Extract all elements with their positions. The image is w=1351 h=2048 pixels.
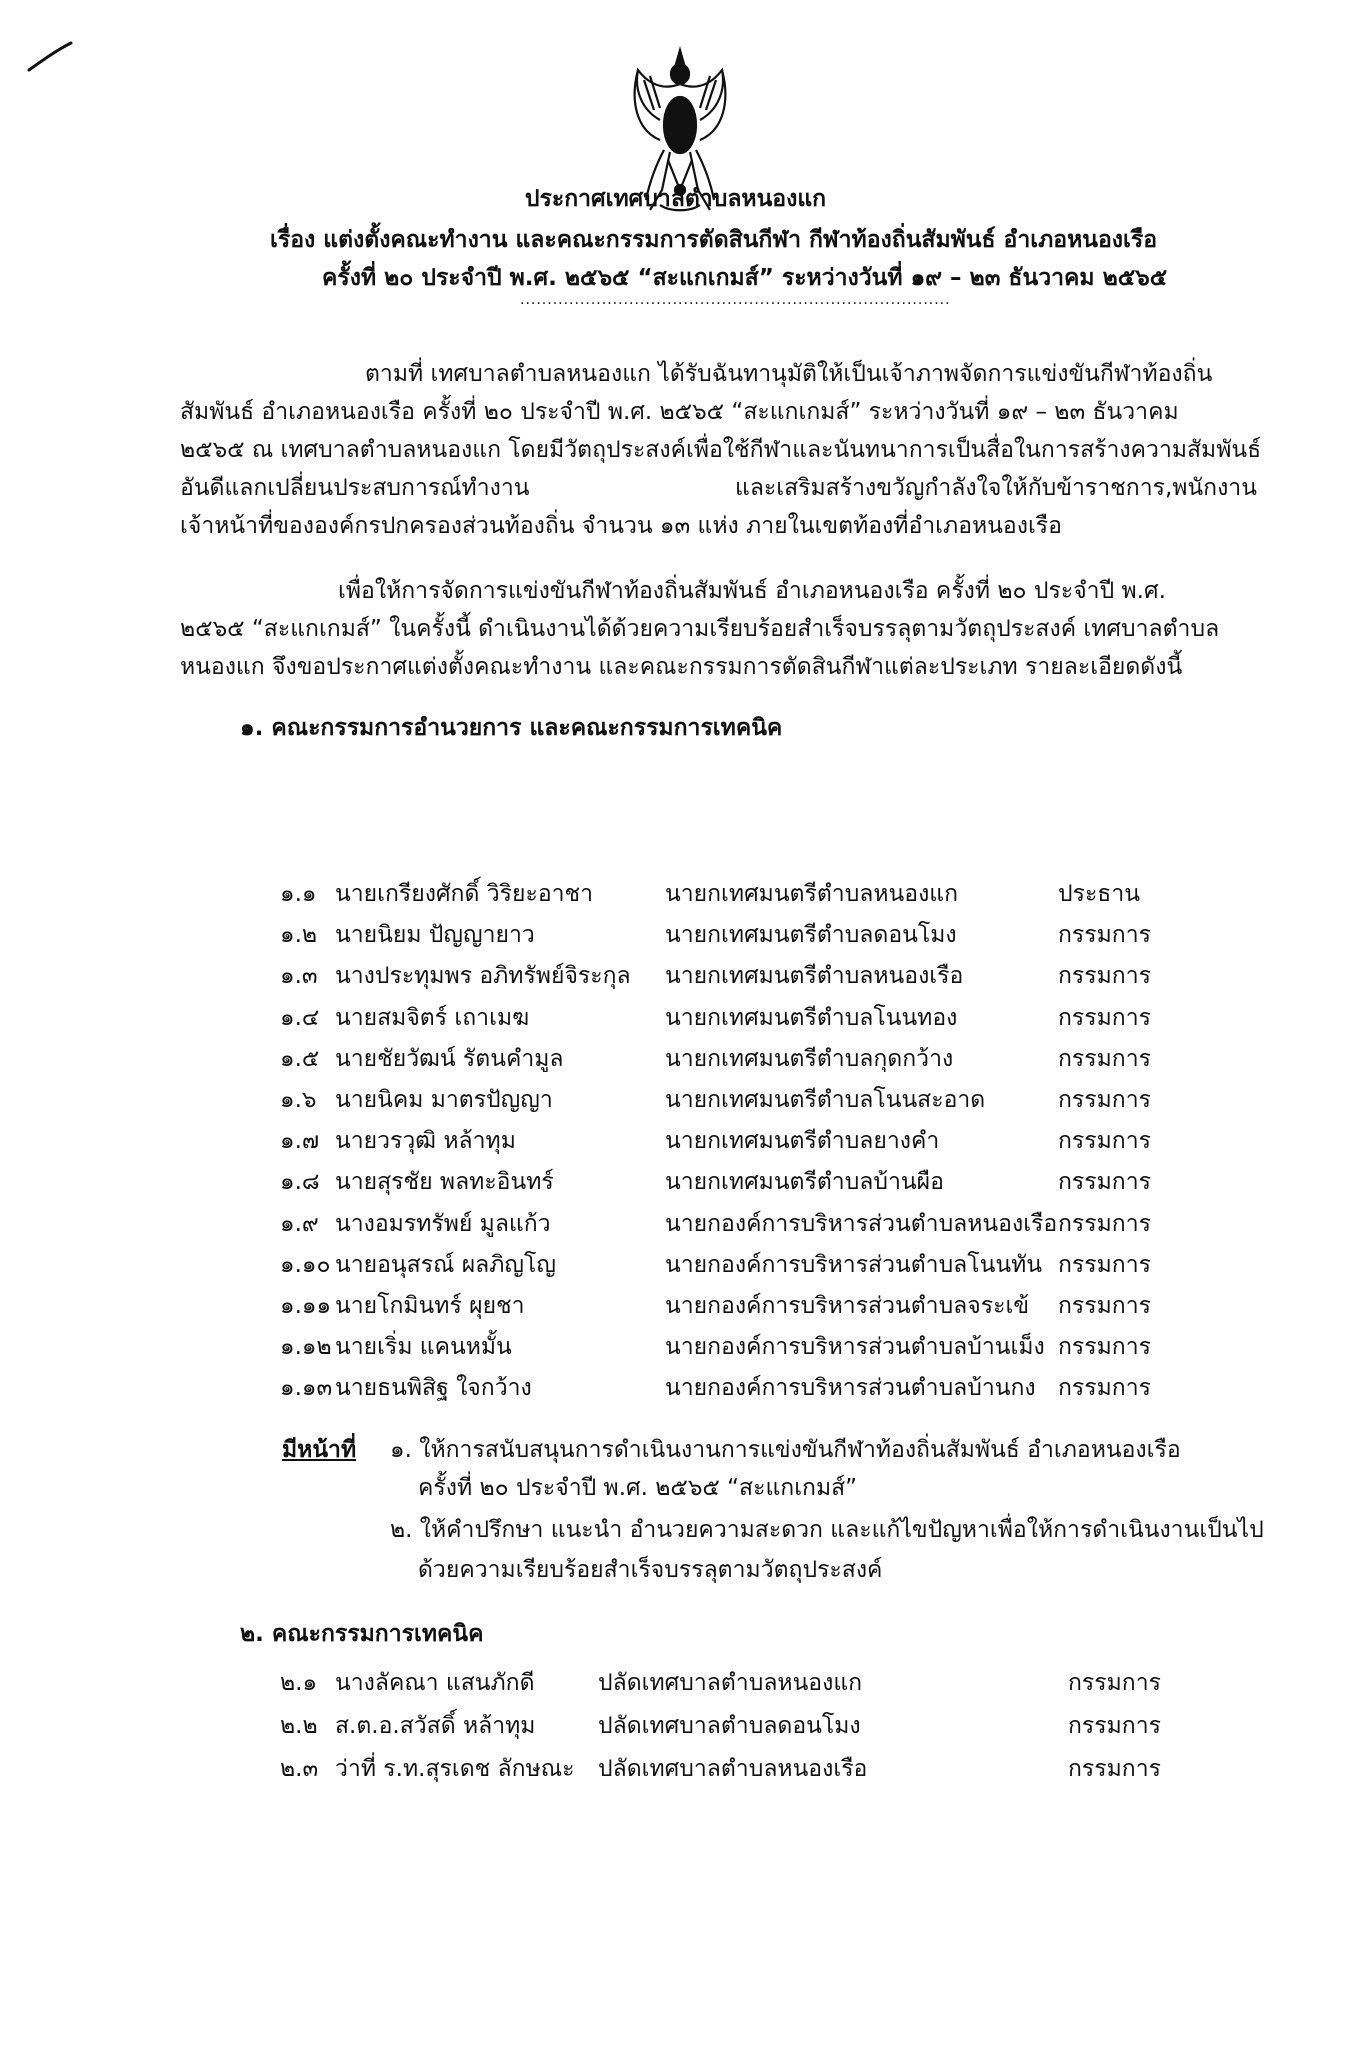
member-position: ปลัดเทศบาลตำบลหนองเรือ — [598, 1756, 868, 1782]
member-position: นายกเทศมนตรีตำบลบ้านผือ — [665, 1169, 944, 1196]
member-row — [0, 1245, 1351, 1285]
member-role: กรรมการ — [1058, 1210, 1151, 1237]
announcement-title: ประกาศเทศบาลตำบลหนองแก — [524, 186, 827, 212]
duty-line: ด้วยความเรียบร้อยสำเร็จบรรลุตามวัตถุประสงค์ — [418, 1557, 883, 1583]
member-number: ๑.๑๐ — [280, 1251, 331, 1278]
member-name: นางประทุมพร อภิทรัพย์จิระกุล — [335, 963, 631, 990]
member-number: ๑.๔ — [280, 1004, 320, 1031]
member-position: นายกองค์การบริหารส่วนตำบลโนนทัน — [665, 1251, 1042, 1278]
member-name: นายนิคม มาตรปัญญา — [335, 1087, 553, 1113]
member-name: นายโกมินทร์ ผุยชา — [335, 1293, 525, 1319]
member-name: นายสุรชัย พลทะอินทร์ — [335, 1169, 554, 1196]
pen-stroke-mark — [25, 40, 75, 75]
paragraph2-line: ๒๕๖๕ “สะแกเกมส์” ในครั้งนี้ ดำเนินงานได้ด้วยความเรียบร้อยสำเร็จบรรลุตามวัตถุประสงค์ เทศบาลตำบล — [180, 616, 1220, 642]
member-number: ๒.๓ — [280, 1756, 319, 1782]
member-position: นายกเทศมนตรีตำบลโนนทอง — [665, 1004, 958, 1031]
member-position: นายกเทศมนตรีตำบลหนองเรือ — [665, 963, 964, 990]
member-number: ๒.๑ — [280, 1670, 318, 1696]
paragraph1-line: และเสริมสร้างขวัญกำลังใจให้กับข้าราชการ,พนักงาน — [735, 475, 1257, 501]
member-row — [0, 1286, 1351, 1326]
member-number: ๑.๓ — [280, 963, 318, 990]
member-name: นางลัคณา แสนภักดี — [335, 1670, 535, 1696]
member-row — [0, 1039, 1351, 1079]
member-row — [0, 956, 1351, 996]
member-row — [0, 1327, 1351, 1367]
member-role: กรรมการ — [1058, 1045, 1151, 1072]
member-position: ปลัดเทศบาลตำบลหนองแก — [598, 1670, 863, 1696]
member-position: ปลัดเทศบาลตำบลดอนโมง — [598, 1713, 861, 1739]
member-row — [0, 1663, 1351, 1703]
member-row — [0, 1162, 1351, 1202]
member-number: ๑.๑๓ — [280, 1375, 333, 1402]
member-role: กรรมการ — [1058, 922, 1151, 949]
member-number: ๑.๕ — [280, 1045, 320, 1072]
member-name: นายอนุสรณ์ ผลภิญโญ — [335, 1251, 556, 1278]
member-role: กรรมการ — [1068, 1713, 1161, 1739]
member-name: นางอมรทรัพย์ มูลแก้ว — [335, 1210, 551, 1237]
section1-heading: ๑. คณะกรรมการอำนวยการ และคณะกรรมการเทคนิค — [240, 715, 783, 741]
member-position: นายกองค์การบริหารส่วนตำบลบ้านกง — [665, 1375, 1036, 1402]
member-position: นายกเทศมนตรีตำบลดอนโมง — [665, 922, 957, 949]
member-role: กรรมการ — [1058, 1251, 1151, 1278]
member-number: ๑.๗ — [280, 1128, 320, 1155]
paragraph1-line: อันดีแลกเปลี่ยนประสบการณ์ทำงาน — [180, 475, 530, 501]
member-name: นายวรวุฒิ หล้าทุม — [335, 1128, 516, 1155]
paragraph1-line: สัมพันธ์ อำเภอหนองเรือ ครั้งที่ ๒๐ ประจำปี พ.ศ. ๒๕๖๕ “สะแกเกมส์” ระหว่างวันที่ ๑๙ – ๒๓ ธันวาคม — [180, 399, 1179, 425]
member-row — [0, 874, 1351, 914]
member-number: ๑.๑๒ — [280, 1334, 332, 1361]
member-name: นายสมจิตร์ เถาเมฆ — [335, 1004, 530, 1031]
paragraph1-line: เจ้าหน้าที่ขององค์กรปกครองส่วนท้องถิ่น จำนวน ๑๓ แห่ง ภายในเขตท้องที่อำเภอหนองเรือ — [180, 513, 1062, 539]
member-role: กรรมการ — [1058, 1128, 1151, 1155]
member-number: ๑.๑๑ — [280, 1293, 332, 1319]
member-name: นายเกรียงศักดิ์ วิริยะอาชา — [335, 881, 594, 907]
section2-heading: ๒. คณะกรรมการเทคนิค — [240, 1621, 484, 1647]
member-role: กรรมการ — [1058, 1169, 1151, 1196]
paragraph1-line: ๒๕๖๕ ณ เทศบาลตำบลหนองแก โดยมีวัตถุประสงค์เพื่อใช้กีฬาและนันทนาการเป็นสื่อในการสร้างความสัมพันธ์ — [180, 437, 1262, 463]
member-role: กรรมการ — [1058, 1293, 1151, 1319]
member-position: นายกเทศมนตรีตำบลหนองแก — [665, 881, 959, 907]
member-row — [0, 998, 1351, 1038]
duty-line: ครั้งที่ ๒๐ ประจำปี พ.ศ. ๒๕๖๕ “สะแกเกมส์” — [418, 1475, 858, 1501]
member-position: นายกองค์การบริหารส่วนตำบลหนองเรือ — [665, 1210, 1058, 1237]
member-row — [0, 1204, 1351, 1244]
member-position: นายกเทศมนตรีตำบลกุดกว้าง — [665, 1045, 954, 1072]
member-number: ๑.๖ — [280, 1087, 317, 1113]
member-position: นายกเทศมนตรีตำบลโนนสะอาด — [665, 1087, 986, 1113]
dotted-divider: ............................................................................... — [520, 292, 951, 308]
member-name: นายชัยวัฒน์ รัตนคำมูล — [335, 1045, 564, 1072]
paragraph1-line: ตามที่ เทศบาลตำบลหนองแก ได้รับฉันทานุมัติให้เป็นเจ้าภาพจัดการแข่งขันกีฬาท้องถิ่น — [365, 361, 1213, 387]
member-row — [0, 1080, 1351, 1120]
member-name: นายเริ่ม แคนหมั้น — [335, 1334, 512, 1361]
paragraph2-line: เพื่อให้การจัดการแข่งขันกีฬาท้องถิ่นสัมพันธ์ อำเภอหนองเรือ ครั้งที่ ๒๐ ประจำปี พ.ศ. — [338, 578, 1166, 604]
member-name: ว่าที่ ร.ท.สุรเดช ลักษณะ — [335, 1756, 575, 1782]
member-row — [0, 1368, 1351, 1408]
member-role: กรรมการ — [1058, 963, 1151, 990]
member-row — [0, 1121, 1351, 1161]
duty-line: ๑. ให้การสนับสนุนการดำเนินงานการแข่งขันกีฬาท้องถิ่นสัมพันธ์ อำเภอหนองเรือ — [390, 1437, 1181, 1463]
duty-line: ๒. ให้คำปรึกษา แนะนำ อำนวยความสะดวก และแก้ไขปัญหาเพื่อให้การดำเนินงานเป็นไป — [390, 1517, 1264, 1543]
member-number: ๑.๒ — [280, 922, 318, 949]
member-role: กรรมการ — [1058, 1375, 1151, 1402]
member-name: นายธนพิสิฐ ใจกว้าง — [335, 1375, 532, 1402]
member-role: กรรมการ — [1068, 1756, 1161, 1782]
member-row — [0, 1749, 1351, 1789]
member-role: ประธาน — [1058, 881, 1140, 907]
member-number: ๑.๘ — [280, 1169, 320, 1196]
paragraph2-line: หนองแก จึงขอประกาศแต่งตั้งคณะทำงาน และคณะกรรมการตัดสินกีฬาแต่ละประเภท รายละเอียดดังนี้ — [180, 654, 1183, 680]
announcement-subject-line2: ครั้งที่ ๒๐ ประจำปี พ.ศ. ๒๕๖๕ “สะแกเกมส์” ระหว่างวันที่ ๑๙ – ๒๓ ธันวาคม ๒๕๖๕ — [322, 265, 1168, 291]
member-row — [0, 915, 1351, 955]
member-number: ๒.๒ — [280, 1713, 318, 1739]
member-role: กรรมการ — [1058, 1087, 1151, 1113]
member-number: ๑.๑ — [280, 881, 317, 907]
member-number: ๑.๙ — [280, 1210, 319, 1237]
member-position: นายกองค์การบริหารส่วนตำบลบ้านเม็ง — [665, 1334, 1045, 1361]
member-row — [0, 1706, 1351, 1746]
member-name: นายนิยม ปัญญายาว — [335, 922, 535, 949]
member-name: ส.ต.อ.สวัสดิ์ หล้าทุม — [335, 1713, 536, 1739]
member-role: กรรมการ — [1058, 1004, 1151, 1031]
member-role: กรรมการ — [1058, 1334, 1151, 1361]
announcement-subject: เรื่อง แต่งตั้งคณะทำงาน และคณะกรรมการตัดสินกีฬา กีฬาท้องถิ่นสัมพันธ์ อำเภอหนองเรือ — [270, 227, 1158, 253]
member-position: นายกองค์การบริหารส่วนตำบลจระเข้ — [665, 1293, 1030, 1319]
member-role: กรรมการ — [1068, 1670, 1161, 1696]
member-position: นายกเทศมนตรีตำบลยางคำ — [665, 1128, 940, 1155]
duty-label: มีหน้าที่ — [282, 1437, 357, 1463]
